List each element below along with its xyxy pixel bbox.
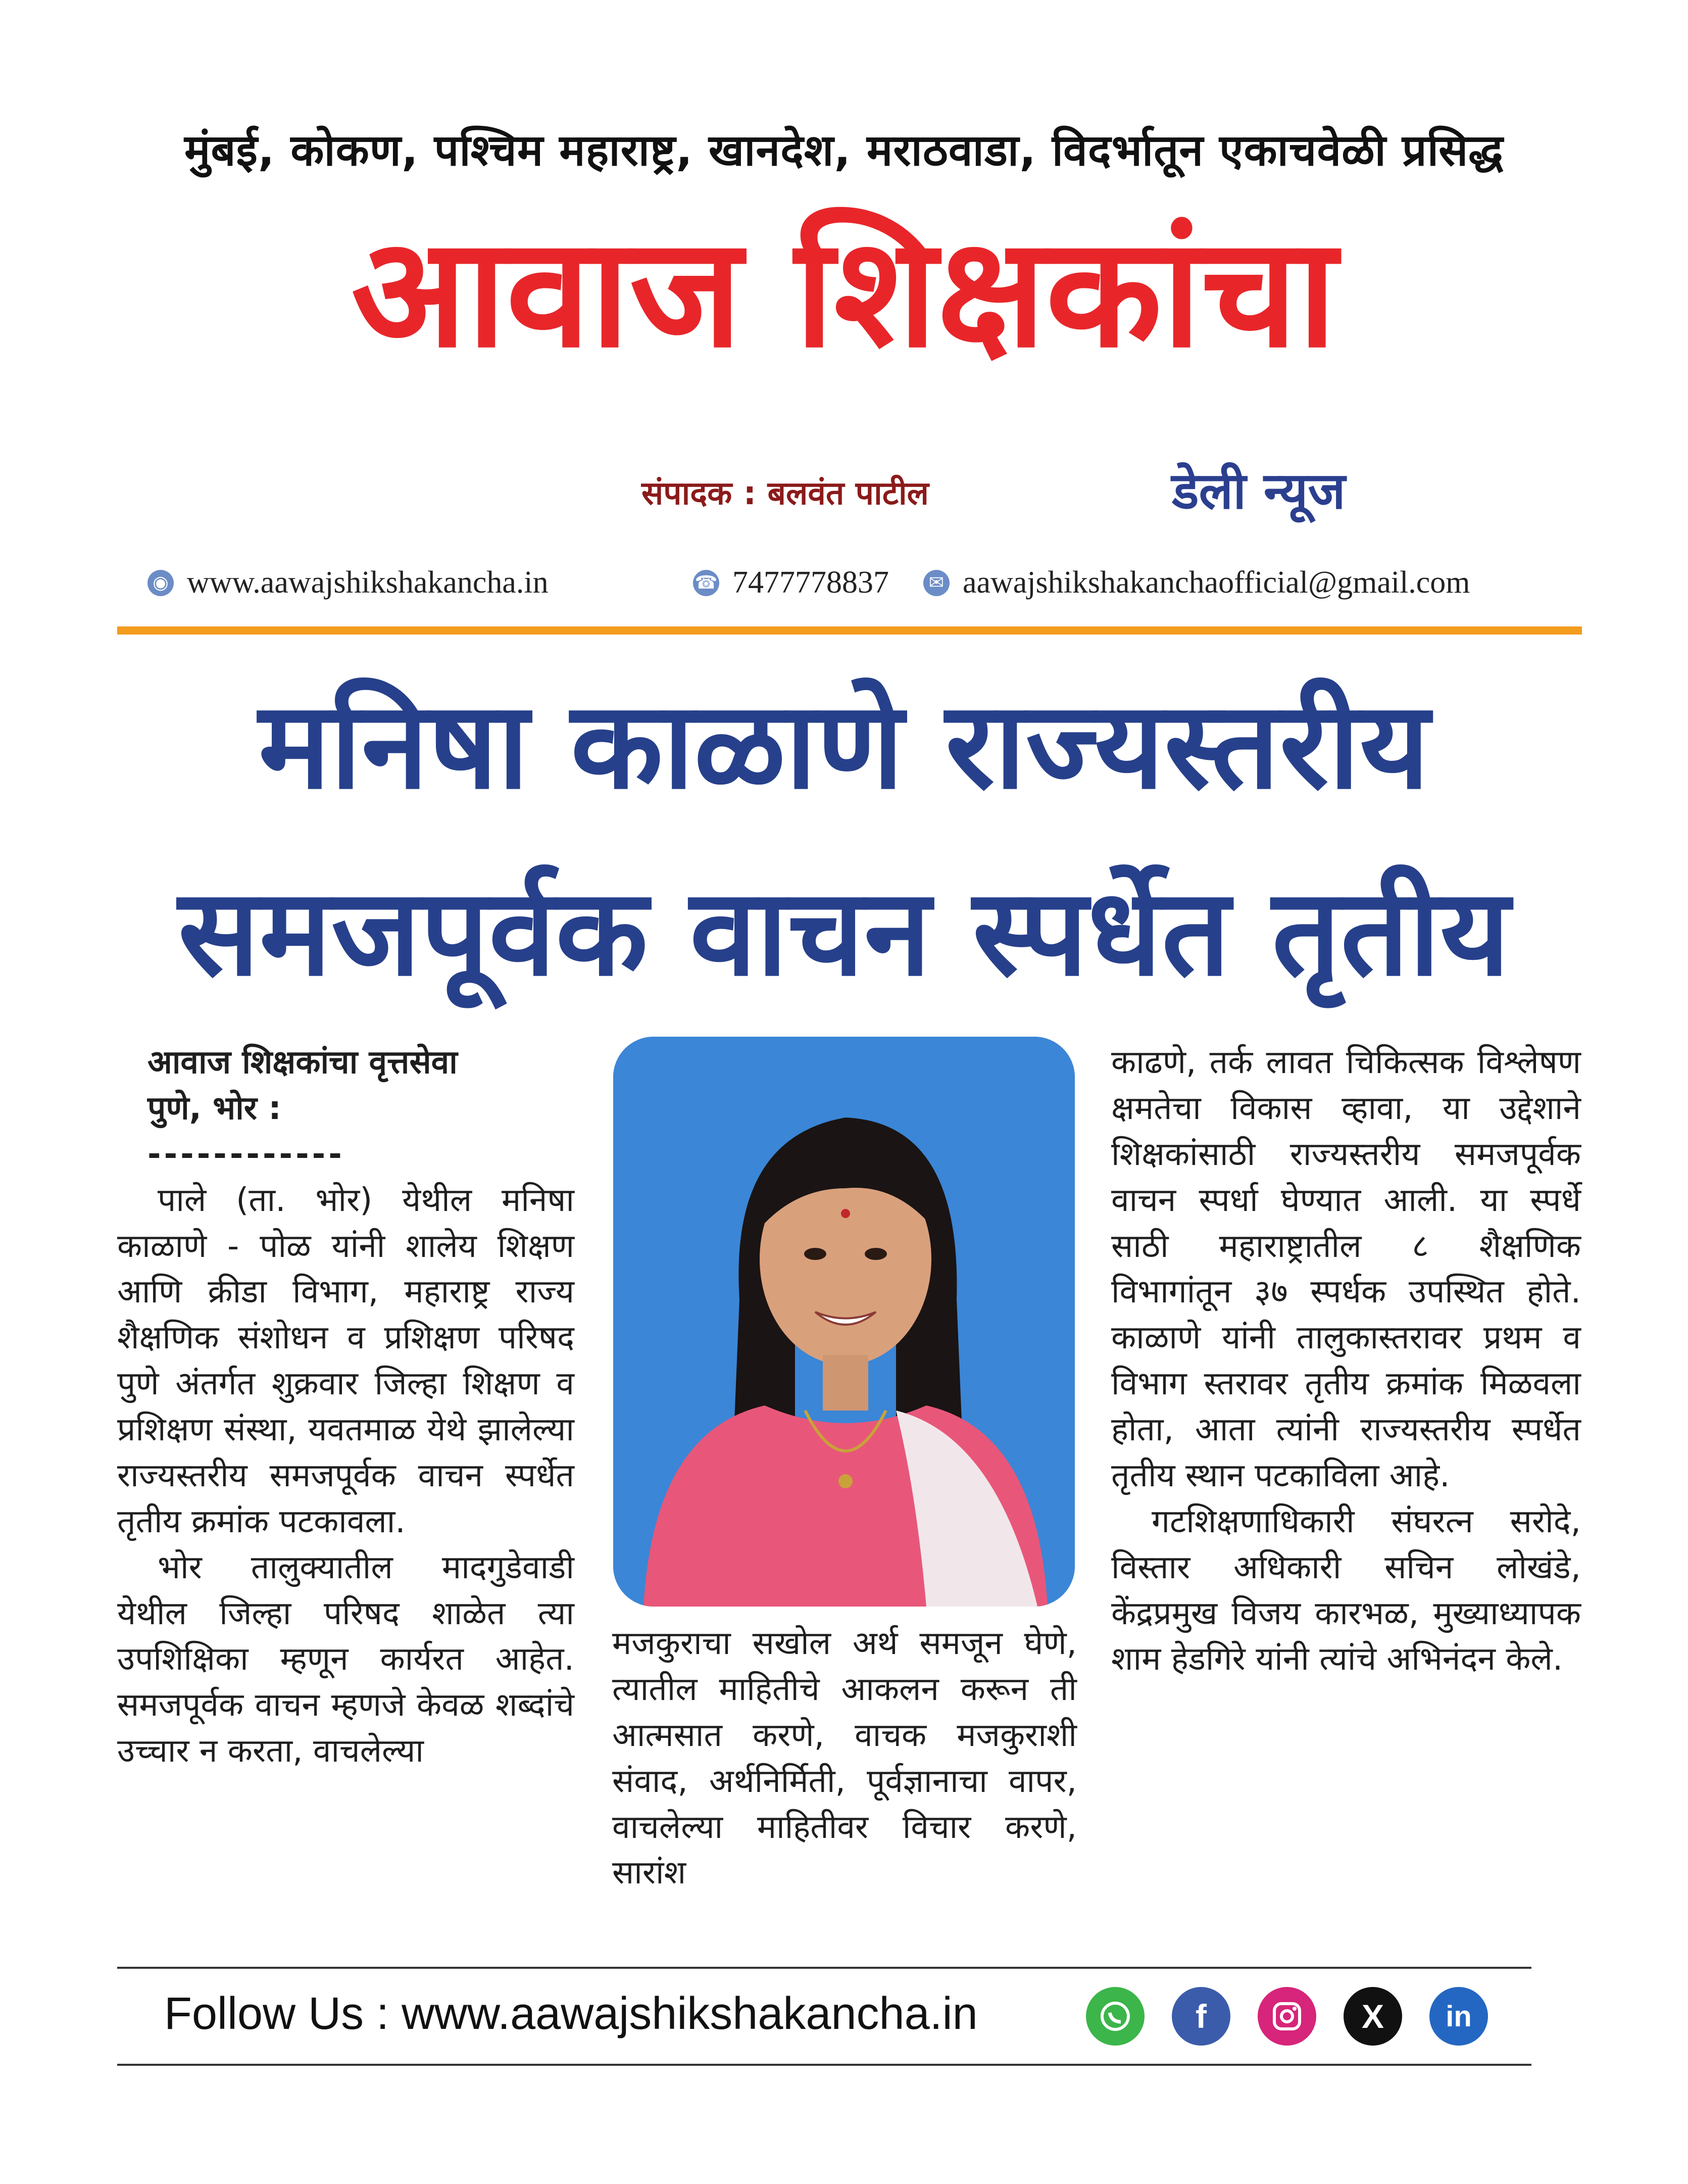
- email-text[interactable]: aawajshikshakanchaofficial@gmail.com: [963, 565, 1470, 600]
- linkedin-icon[interactable]: in: [1429, 1987, 1488, 2046]
- article-paragraph: गटशिक्षणाधिकारी संघरत्न सरोदे, विस्तार अधिकारी सचिन लोखंडे, केंद्रप्रमुख विजय कारभळ, मुख्याध्यापक शाम हेडगिरे यांनी त्यांचे अभिनंदन केले.: [1111, 1502, 1581, 1678]
- footer-divider-bottom: [117, 2064, 1531, 2066]
- globe-icon: ◉: [147, 570, 174, 596]
- header-divider: [117, 626, 1582, 635]
- headline-line-2: समजपूर्वक वाचन स्पर्धेत तृतीय: [178, 863, 1510, 1003]
- whatsapp-icon[interactable]: [1086, 1987, 1145, 2046]
- article-column-middle: [612, 1621, 1077, 1896]
- portrait-photo: [613, 1037, 1075, 1607]
- tagline: मुंबई, कोकण, पश्चिम महाराष्ट्र, खानदेश, मराठवाडा, विदर्भातून एकाचवेळी प्रसिद्ध: [184, 125, 1504, 176]
- footer-divider-top: [117, 1967, 1531, 1969]
- byline-agency: आवाज शिक्षकांचा वृत्तसेवा: [147, 1044, 458, 1081]
- portrait-illustration: [613, 1037, 1075, 1607]
- article-paragraph: भोर तालुक्यातील मादगुडेवाडी येथील जिल्हा परिषद शाळेत त्या उपशिक्षिका म्हणून कार्यरत आहेत. समजपूर्वक वाचन म्हणजे केवळ शब्दांचे उच्चार न करता, वाचलेल्या: [117, 1548, 574, 1770]
- x-icon[interactable]: X: [1344, 1987, 1402, 2046]
- facebook-icon[interactable]: f: [1172, 1987, 1230, 2046]
- byline-separator: ------------: [147, 1135, 345, 1173]
- mail-icon: ✉: [923, 570, 950, 596]
- phone-contact[interactable]: [693, 565, 889, 601]
- article-column-right: [1111, 1040, 1581, 1682]
- editor-credit: संपादक : बलवंत पाटील: [641, 475, 929, 512]
- byline-place: पुणे, भोर :: [147, 1089, 281, 1127]
- daily-news-label: डेली न्यूज: [1172, 461, 1346, 520]
- phone-icon: ☎: [693, 570, 719, 596]
- email-contact[interactable]: [923, 565, 1470, 601]
- headline-line-1: मनिषा काळाणे राज्यस्तरीय: [258, 676, 1430, 816]
- website-contact[interactable]: [147, 565, 549, 601]
- article-paragraph: मजकुराचा सखोल अर्थ समजून घेणे, त्यातील माहितीचे आकलन करून ती आत्मसात करणे, वाचक मजकुराशी संवाद, अर्थनिर्मिती, पूर्वज्ञानाचा वापर, वाचलेल्या माहितीवर विचार करणे, सारांश: [612, 1625, 1077, 1892]
- website-text[interactable]: www.aawajshikshakancha.in: [187, 565, 549, 600]
- phone-text[interactable]: 7477778837: [732, 565, 889, 600]
- masthead-title: आवाज शिक्षकांचा: [351, 205, 1337, 381]
- article-paragraph: पाले (ता. भोर) येथील मनिषा काळाणे - पोळ यांनी शालेय शिक्षण आणि क्रीडा विभाग, महाराष्ट्र राज्य शैक्षणिक संशोधन व प्रशिक्षण परिषद पुणे अंतर्गत शुक्रवार जिल्हा शिक्षण व प्रशिक्षण संस्था, यवतमाळ येथे झालेल्या राज्यस्तरीय समजपूर्वक वाचन स्पर्धेत तृतीय क्रमांक पटकावला.: [117, 1181, 574, 1540]
- follow-us-text[interactable]: Follow Us : www.aawajshikshakancha.in: [164, 1988, 978, 2039]
- article-paragraph: काढणे, तर्क लावत चिकित्सक विश्लेषण क्षमतेचा विकास व्हावा, या उद्देशाने शिक्षकांसाठी राज्यस्तरीय समजपूर्वक वाचन स्पर्धा घेण्यात आली. या स्पर्धे साठी महाराष्ट्रातील ८ शैक्षणिक विभागांतून ३७ स्पर्धक उपस्थित होते. काळाणे यांनी तालुकास्तरावर प्रथम व विभाग स्तरावर तृतीय क्रमांक मिळवला होता, आता त्यांनी राज्यस्तरीय स्पर्धेत तृतीय स्थान पटकाविला आहे.: [1111, 1044, 1581, 1494]
- instagram-icon[interactable]: [1258, 1987, 1316, 2046]
- article-column-left: [117, 1040, 574, 1774]
